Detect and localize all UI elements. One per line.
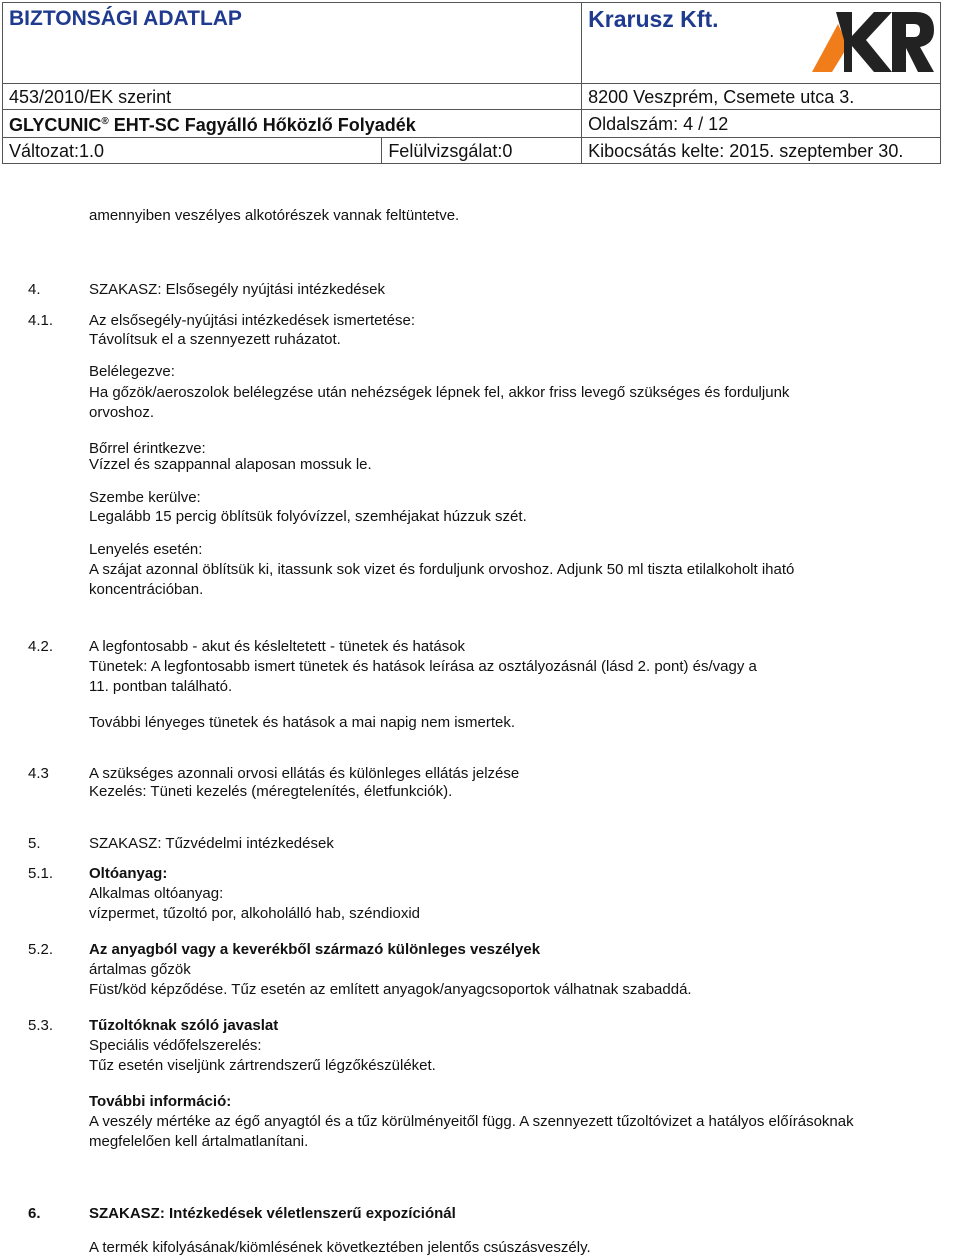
section-5-1-title: Oltóanyag: bbox=[89, 865, 168, 882]
text-line: Vízzel és szappannal alaposan mossuk le. bbox=[89, 456, 372, 473]
inhalation-heading: Belélegezve: bbox=[89, 363, 175, 380]
logo-k-shape bbox=[836, 12, 892, 72]
text-line: Ha gőzök/aeroszolok belélegzése után nehézségek lépnek fel, akkor friss levegő szükséges és forduljunk bbox=[89, 384, 790, 401]
intro-text: amennyiben veszélyes alkotórészek vannak feltüntetve. bbox=[89, 207, 460, 224]
text-line: A veszély mértéke az égő anyagtól és a tűz körülményeitől függ. A szennyezett tűzoltóvizet a hatályos előírásoknak bbox=[89, 1113, 854, 1130]
section-5-title: SZAKASZ: Tűzvédelmi intézkedések bbox=[89, 835, 334, 852]
section-6-number: 6. bbox=[28, 1205, 41, 1222]
header-table bbox=[2, 2, 941, 164]
text-line: Tünetek: A legfontosabb ismert tünetek és hatások leírása az osztályozásnál (lásd 2. pont) és/vagy a bbox=[89, 658, 757, 675]
section-4-2-title: A legfontosabb - akut és késleltetett - tünetek és hatások bbox=[89, 638, 466, 655]
text-line: Kezelés: Tüneti kezelés (méregtelenítés, életfunkciók). bbox=[89, 783, 453, 800]
text-line: megfelelően kell ártalmatlanítani. bbox=[89, 1133, 309, 1150]
text-line: A termék kifolyásának/kiömlésének következtében jelentős csúszásveszély. bbox=[89, 1239, 591, 1256]
text-line: orvoshoz. bbox=[89, 404, 155, 421]
section-5-3-number: 5.3. bbox=[28, 1017, 54, 1034]
section-5-1-number: 5.1. bbox=[28, 865, 54, 882]
section-4-1-title: Az elsősegély-nyújtási intézkedések ismertetése: bbox=[89, 312, 415, 329]
review: Felülvizsgálat:0 bbox=[382, 138, 582, 164]
text-line: Legalább 15 percig öblítsük folyóvízzel, szemhéjakat húzzuk szét. bbox=[89, 508, 527, 525]
eye-heading: Szembe kerülve: bbox=[89, 489, 201, 506]
section-6-title: SZAKASZ: Intézkedések véletlenszerű expozíciónál bbox=[89, 1205, 456, 1222]
logo-r-shape bbox=[892, 12, 934, 72]
section-4-1-number: 4.1. bbox=[28, 312, 54, 329]
text-line: A szájat azonnal öblítsük ki, itassunk sok vizet és forduljunk orvoshoz. Adjunk 50 ml tiszta etilalkoholt iható bbox=[89, 561, 795, 578]
text-line: ártalmas gőzök bbox=[89, 961, 191, 978]
text-line: Tűz esetén viseljünk zártrendszerű légzőkészüléket. bbox=[89, 1057, 436, 1074]
product-name: GLYCUNIC® EHT-SC Fagyálló Hőközlő Folyadék bbox=[3, 110, 582, 138]
company-name: Krarusz Kft. bbox=[588, 6, 719, 32]
text-line: További lényeges tünetek és hatások a mai napig nem ismertek. bbox=[89, 714, 516, 731]
more-info-heading: További információ: bbox=[89, 1093, 232, 1110]
text-line: Speciális védőfelszerelés: bbox=[89, 1037, 262, 1054]
ingestion-heading: Lenyelés esetén: bbox=[89, 541, 203, 558]
company-logo bbox=[808, 6, 936, 74]
version: Változat:1.0 bbox=[3, 138, 382, 164]
section-4-number: 4. bbox=[28, 281, 41, 298]
section-5-3-title: Tűzoltóknak szóló javaslat bbox=[89, 1017, 279, 1034]
section-4-2-number: 4.2. bbox=[28, 638, 54, 655]
section-5-number: 5. bbox=[28, 835, 41, 852]
skin-heading: Bőrrel érintkezve: bbox=[89, 440, 206, 457]
section-5-2-number: 5.2. bbox=[28, 941, 54, 958]
section-4-title: SZAKASZ: Elsősegély nyújtási intézkedések bbox=[89, 281, 385, 298]
page-number: Oldalszám: 4 / 12 bbox=[582, 110, 941, 138]
section-4-3-title: A szükséges azonnali orvosi ellátás és különleges ellátás jelzése bbox=[89, 765, 520, 782]
section-4-3-number: 4.3 bbox=[28, 765, 49, 782]
text-line: Távolítsuk el a szennyezett ruházatot. bbox=[89, 331, 341, 348]
text-line: vízpermet, tűzoltó por, alkoholálló hab, széndioxid bbox=[89, 905, 421, 922]
address: 8200 Veszprém, Csemete utca 3. bbox=[582, 84, 941, 110]
text-line: Füst/köd képződése. Tűz esetén az említett anyagok/anyagcsoportok válhatnak szabaddá. bbox=[89, 981, 692, 998]
section-5-2-title: Az anyagból vagy a keverékből származó különleges veszélyek bbox=[89, 941, 541, 958]
text-line: Alkalmas oltóanyag: bbox=[89, 885, 224, 902]
text-line: 11. pontban található. bbox=[89, 678, 233, 695]
text-line: koncentrációban. bbox=[89, 581, 204, 598]
regulation: 453/2010/EK szerint bbox=[3, 84, 582, 110]
doc-title: BIZTONSÁGI ADATLAP bbox=[3, 3, 582, 84]
company-cell bbox=[582, 3, 941, 84]
issue-date: Kibocsátás kelte: 2015. szeptember 30. bbox=[582, 138, 941, 164]
